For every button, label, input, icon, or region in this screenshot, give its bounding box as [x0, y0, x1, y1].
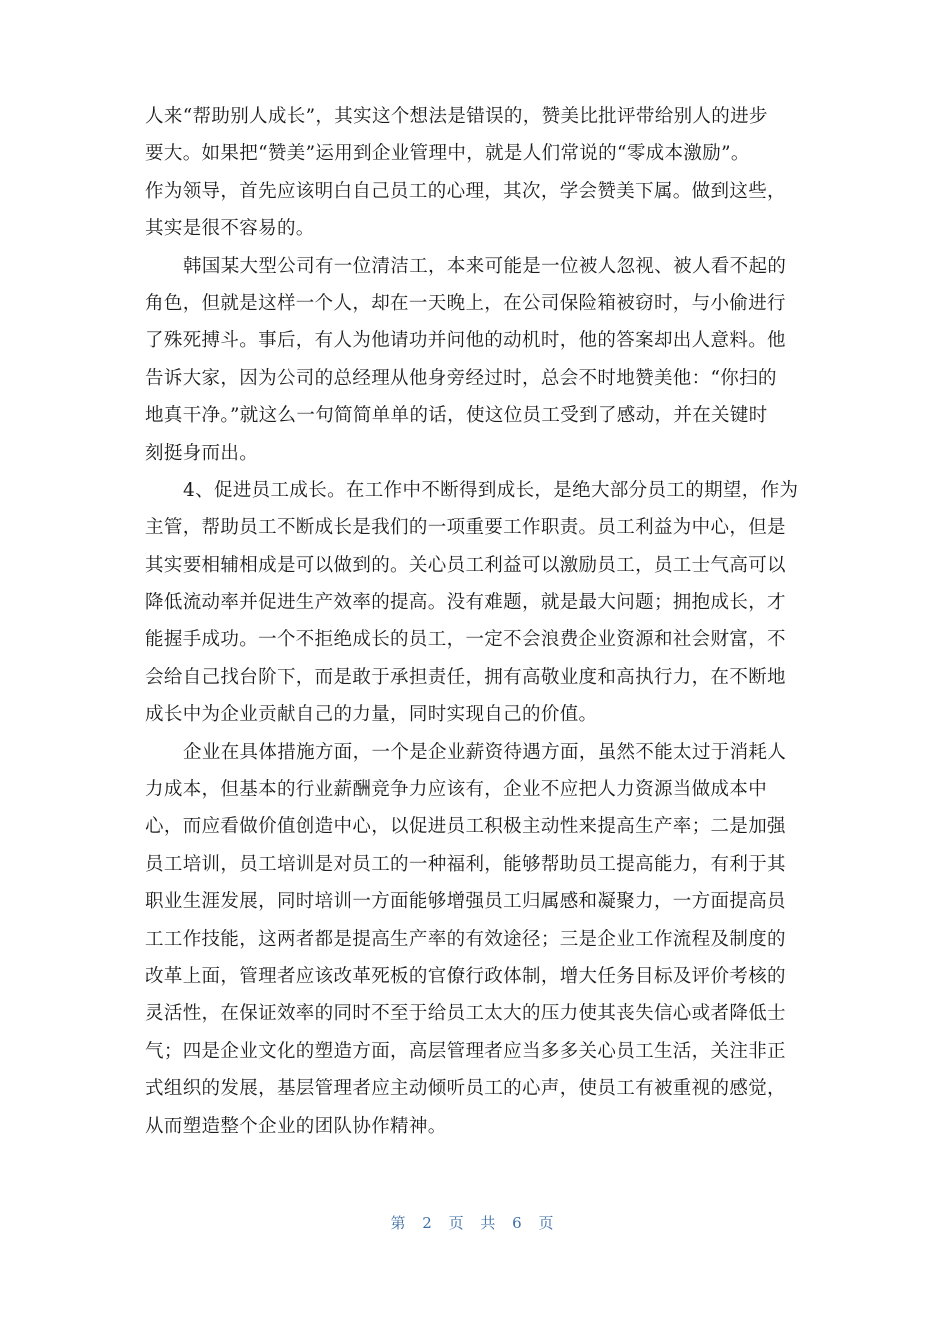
text-line: 告诉大家，因为公司的总经理从他身旁经过时，总会不时地赞美他：“你扫的	[145, 367, 777, 389]
paragraph	[145, 472, 807, 734]
text-line: 其实要相辅相成是可以做到的。关心员工利益可以激励员工，员工士气高可以	[145, 554, 786, 576]
text-line: 心，而应看做价值创造中心，以促进员工积极主动性来提高生产率；二是加强	[145, 816, 786, 838]
paragraph	[145, 248, 807, 472]
text-line: 韩国某大型公司有一位清洁工，本来可能是一位被人忽视、被人看不起的	[183, 255, 787, 277]
document-body	[145, 98, 807, 1145]
text-line: 员工培训，员工培训是对员工的一种福利，能够帮助员工提高能力，有利于其	[145, 853, 786, 875]
text-line: 企业在具体措施方面，一个是企业薪资待遇方面，虽然不能太过于消耗人	[183, 741, 787, 763]
text-line: 工工作技能，这两者都是提高生产率的有效途径；三是企业工作流程及制度的	[145, 928, 786, 950]
text-line: 力成本，但基本的行业薪酬竞争力应该有，企业不应把人力资源当做成本中	[145, 779, 768, 801]
text-line: 灵活性，在保证效率的同时不至于给员工太大的压力使其丧失信心或者降低士	[145, 1003, 786, 1025]
text-line: 式组织的发展，基层管理者应主动倾听员工的心声，使员工有被重视的感觉，	[145, 1078, 786, 1100]
text-line: 降低流动率并促进生产效率的提高。没有难题，就是最大问题；拥抱成长，才	[145, 592, 786, 614]
paragraph	[145, 734, 807, 1145]
text-line: 地真干净。”就这么一句简简单单的话，使这位员工受到了感动，并在关键时	[145, 405, 768, 427]
text-line: 改革上面，管理者应该改革死板的官僚行政体制，增大任务目标及评价考核的	[145, 965, 786, 987]
text-line: 要大。如果把“赞美”运用到企业管理中，就是人们常说的“零成本激励”。	[145, 143, 750, 165]
page-number-footer: 第 2 页 共 6 页	[390, 1214, 560, 1232]
text-line: 作为领导，首先应该明白自己员工的心理，其次，学会赞美下属。做到这些，	[145, 180, 786, 202]
text-line: 刻挺身而出。	[145, 442, 259, 464]
paragraph	[145, 98, 807, 248]
text-line: 了殊死搏斗。事后，有人为他请功并问他的动机时，他的答案却出人意料。他	[145, 330, 786, 352]
text-line: 其实是很不容易的。	[145, 218, 315, 240]
text-line: 从而塑造整个企业的团队协作精神。	[145, 1115, 447, 1137]
text-line: 4、促进员工成长。在工作中不断得到成长，是绝大部分员工的期望，作为	[183, 479, 799, 501]
text-line: 主管，帮助员工不断成长是我们的一项重要工作职责。员工利益为中心，但是	[145, 517, 786, 539]
text-line: 能握手成功。一个不拒绝成长的员工，一定不会浪费企业资源和社会财富，不	[145, 629, 786, 651]
text-line: 成长中为企业贡献自己的力量，同时实现自己的价值。	[145, 704, 598, 726]
text-line: 角色，但就是这样一个人，却在一天晚上，在公司保险箱被窃时，与小偷进行	[145, 292, 786, 314]
text-line: 职业生涯发展，同时培训一方面能够增强员工归属感和凝聚力，一方面提高员	[145, 891, 786, 913]
text-line: 气；四是企业文化的塑造方面，高层管理者应当多多关心员工生活，关注非正	[145, 1040, 786, 1062]
text-line: 会给自己找台阶下，而是敢于承担责任，拥有高敬业度和高执行力，在不断地	[145, 666, 786, 688]
text-line: 人来“帮助别人成长”，其实这个想法是错误的，赞美比批评带给别人的进步	[145, 106, 768, 127]
